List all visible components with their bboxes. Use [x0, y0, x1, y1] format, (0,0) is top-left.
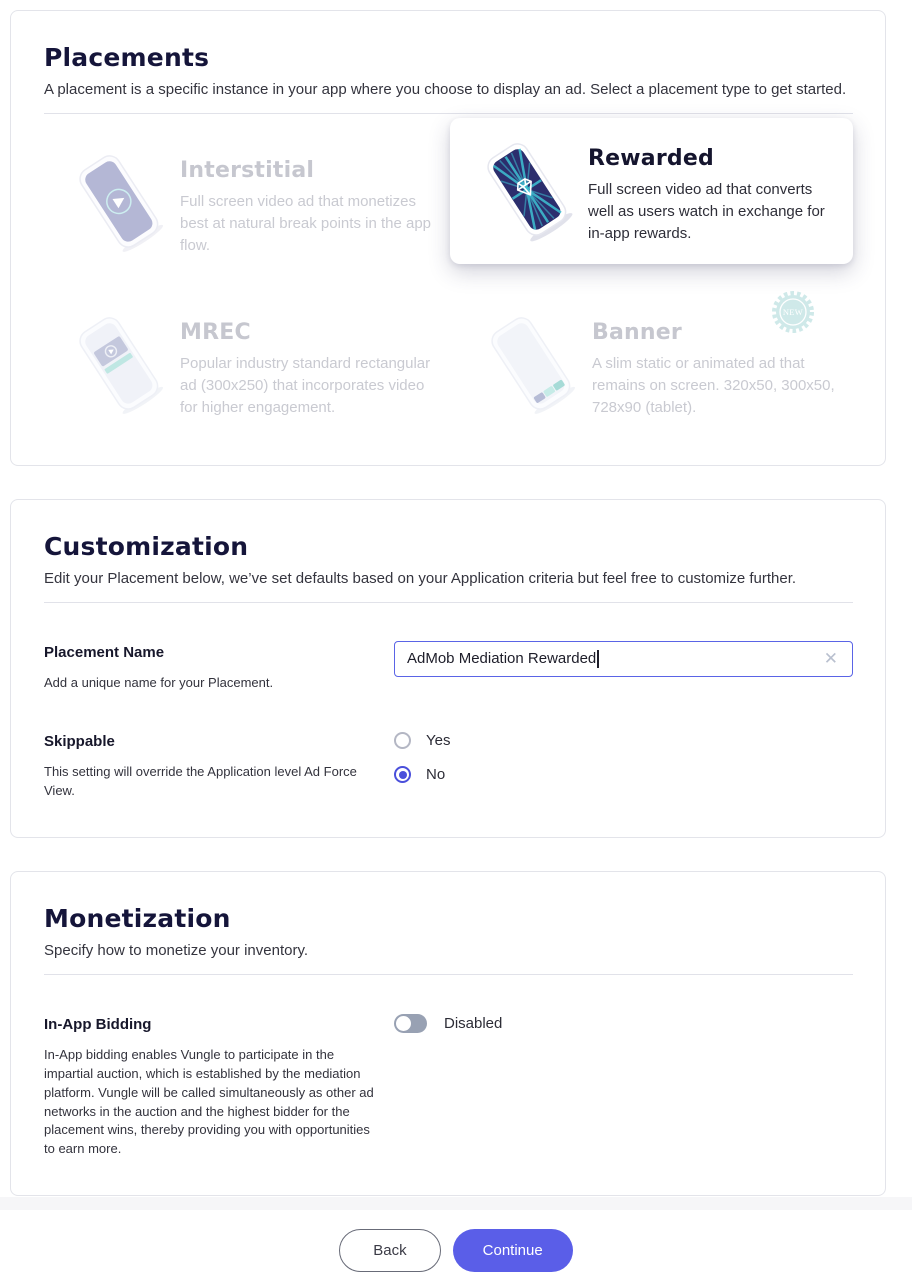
- placement-name-rewarded: Rewarded: [588, 146, 714, 171]
- customization-card: [10, 499, 886, 839]
- placements-title: Placements: [44, 43, 210, 72]
- new-badge-label: NEW: [782, 307, 804, 318]
- mrec-phone-icon: [56, 312, 180, 416]
- banner-phone-icon: [468, 312, 592, 416]
- divider: [44, 113, 853, 114]
- placement-desc-mrec: Popular industry standard rectangular ad (300x250) that incorporates video for higher engagement.: [180, 355, 431, 416]
- skippable-radio-group: [394, 730, 853, 783]
- customization-subtitle: Edit your Placement below, we’ve set defaults based on your Application criteria but feel free to customize further.: [44, 569, 797, 587]
- placement-name-input[interactable]: [394, 641, 853, 677]
- monetization-title: Monetization: [44, 904, 231, 934]
- radio-no-label: No: [426, 766, 446, 784]
- radio-yes-icon[interactable]: [394, 732, 411, 749]
- placement-option-interstitial[interactable]: [44, 140, 456, 266]
- customization-title: Customization: [44, 531, 249, 561]
- placement-name-row: [44, 641, 853, 693]
- skippable-help: This setting will override the Application level Ad Force View.: [44, 764, 357, 799]
- placement-desc-interstitial: Full screen video ad that monetizes best at natural break points in the app flow.: [180, 193, 432, 254]
- continue-button[interactable]: Continue: [453, 1229, 573, 1272]
- in-app-bidding-toggle[interactable]: [394, 1014, 427, 1033]
- footer-actions: [0, 1229, 912, 1272]
- placement-option-mrec[interactable]: [44, 302, 456, 428]
- placement-desc-rewarded: Full screen video ad that converts well as users watch in exchange for in-app rewards.: [588, 181, 825, 242]
- interstitial-phone-icon: [56, 150, 180, 254]
- placement-name-help: Add a unique name for your Placement.: [44, 674, 274, 690]
- skippable-label: Skippable: [44, 733, 115, 751]
- bottom-strip: [0, 1197, 912, 1210]
- skippable-option-no[interactable]: [394, 766, 853, 783]
- placement-name-mrec: MREC: [180, 320, 251, 346]
- in-app-bidding-state: Disabled: [444, 1015, 503, 1033]
- placements-subtitle: A placement is a specific instance in your app where you choose to display an ad. Select a placement type to get started.: [44, 81, 847, 98]
- placements-card: [10, 10, 886, 466]
- placement-desc-banner: A slim static or animated ad that remains on screen. 320x50, 300x50, 728x90 (tablet).: [592, 355, 835, 416]
- new-badge-icon: [769, 288, 817, 336]
- skippable-row: [44, 730, 853, 801]
- skippable-option-yes[interactable]: [394, 732, 853, 749]
- in-app-bidding-help: In-App bidding enables Vungle to participate in the impartial auction, which is established by the mediation platform. Vungle will be called simultaneously as other ad networks in the auction and the highest bidder for the placement wins, thereby providing you with opportunities to earn more.: [44, 1047, 374, 1157]
- rewarded-phone-icon: [464, 138, 588, 242]
- monetization-subtitle: Specify how to monetize your inventory.: [44, 942, 309, 960]
- placement-option-banner[interactable]: [456, 302, 853, 428]
- placement-name-label: Placement Name: [44, 643, 165, 661]
- placement-name-interstitial: Interstitial: [180, 158, 315, 183]
- in-app-bidding-label: In-App Bidding: [44, 1016, 152, 1034]
- monetization-card: [10, 871, 886, 1196]
- placement-name-banner: Banner: [592, 320, 682, 346]
- input-caret: [597, 650, 599, 668]
- in-app-bidding-row: [44, 1013, 853, 1159]
- placement-type-grid: [44, 140, 853, 429]
- placement-name-value: AdMob Mediation Rewarded: [407, 650, 597, 667]
- back-button[interactable]: Back: [339, 1229, 440, 1272]
- divider: [44, 602, 853, 603]
- radio-yes-label: Yes: [426, 732, 451, 750]
- radio-no-icon[interactable]: [394, 766, 411, 783]
- divider: [44, 974, 853, 975]
- placement-option-rewarded[interactable]: [450, 118, 853, 264]
- clear-input-icon[interactable]: ✕: [823, 649, 838, 668]
